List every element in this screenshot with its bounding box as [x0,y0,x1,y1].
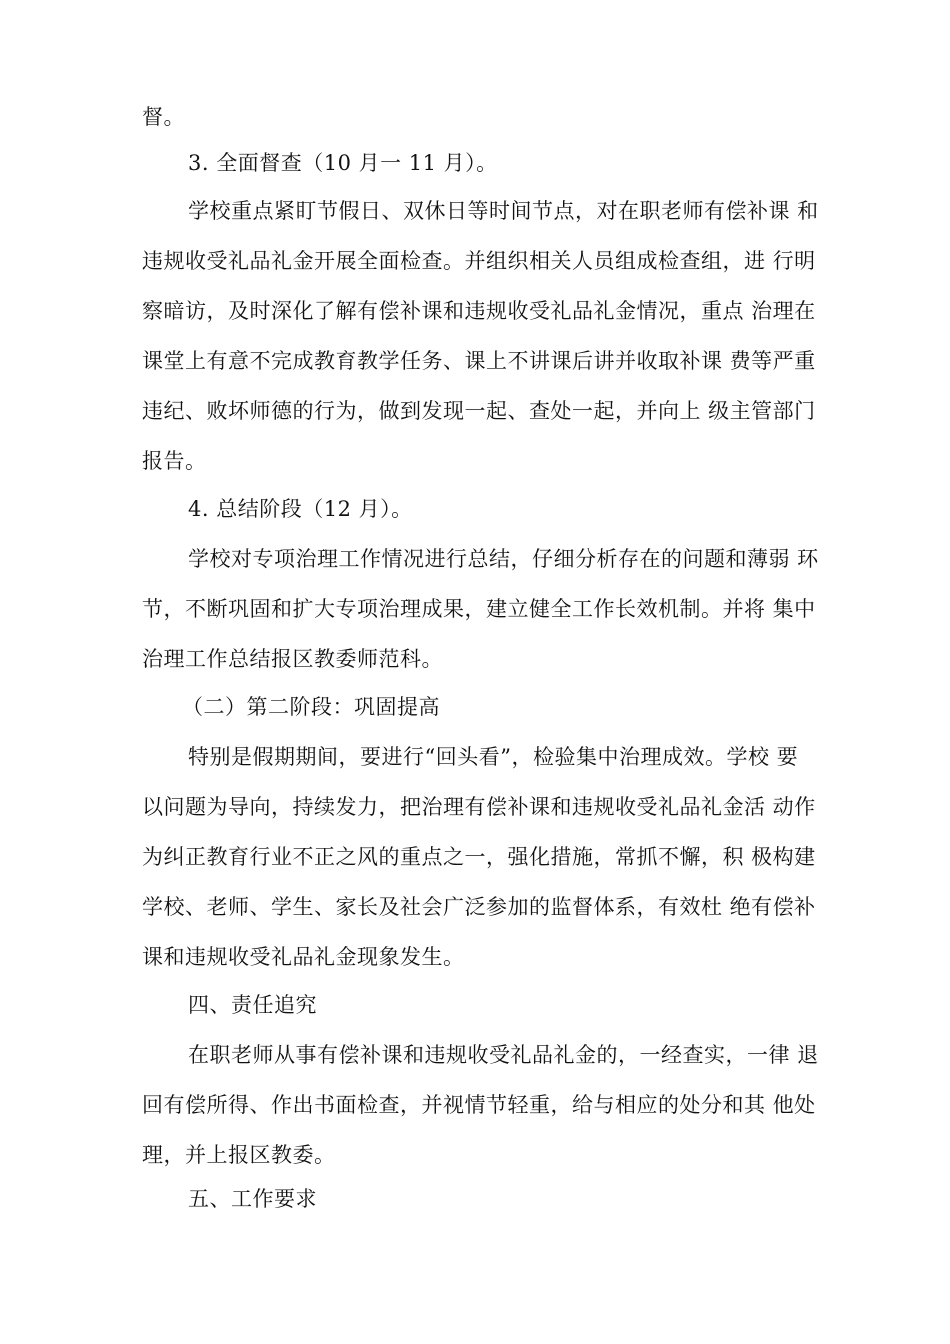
text-line: 学校、老师、学生、家长及社会广泛参加的监督体系，有效杜 绝有偿补 [142,895,816,919]
text-line: 以问题为导向，持续发力，把治理有偿补课和违规收受礼品礼金活 动作 [142,795,816,819]
text-line: 节，不断巩固和扩大专项治理成果，建立健全工作长效机制。并将 集中 [142,597,816,621]
text-line: 在职老师从事有偿补课和违规收受礼品礼金的，一经查实，一律 退 [188,1043,819,1067]
section-heading: 3. 全面督查（10 月一 11 月）。 [188,151,498,175]
text-line: 学校对专项治理工作情况进行总结，仔细分析存在的问题和薄弱 环 [188,547,819,571]
text-line: 督。 [142,105,185,129]
text-line: 特别是假期期间，要进行“回头看”，检验集中治理成效。学校 要 [188,745,799,769]
section-heading: 四、责任追究 [188,993,317,1017]
text-line: 理，并上报区教委。 [142,1143,336,1167]
text-line: 学校重点紧盯节假日、双休日等时间节点，对在职老师有偿补课 和 [188,199,819,223]
text-line: 为纠正教育行业不正之风的重点之一，强化措施，常抓不懈，积 极构建 [142,845,816,869]
section-heading: 4. 总结阶段（12 月）。 [188,497,413,521]
text-line: 回有偿所得、作出书面检查，并视情节轻重，给与相应的处分和其 他处 [142,1093,816,1117]
text-line: 违纪、败坏师德的行为，做到发现一起、查处一起，并向上 级主管部门 [142,399,816,423]
section-heading: （二）第二阶段：巩固提高 [182,695,440,719]
text-line: 课堂上有意不完成教育教学任务、课上不讲课后讲并收取补课 费等严重 [142,349,816,373]
text-line: 察暗访，及时深化了解有偿补课和违规收受礼品礼金情况，重点 治理在 [142,299,816,323]
text-line: 课和违规收受礼品礼金现象发生。 [142,945,465,969]
text-line: 报告。 [142,449,207,473]
text-line: 违规收受礼品礼金开展全面检查。并组织相关人员组成检查组，进 行明 [142,249,816,273]
text-line: 治理工作总结报区教委师范科。 [142,647,443,671]
section-heading: 五、工作要求 [188,1187,317,1211]
